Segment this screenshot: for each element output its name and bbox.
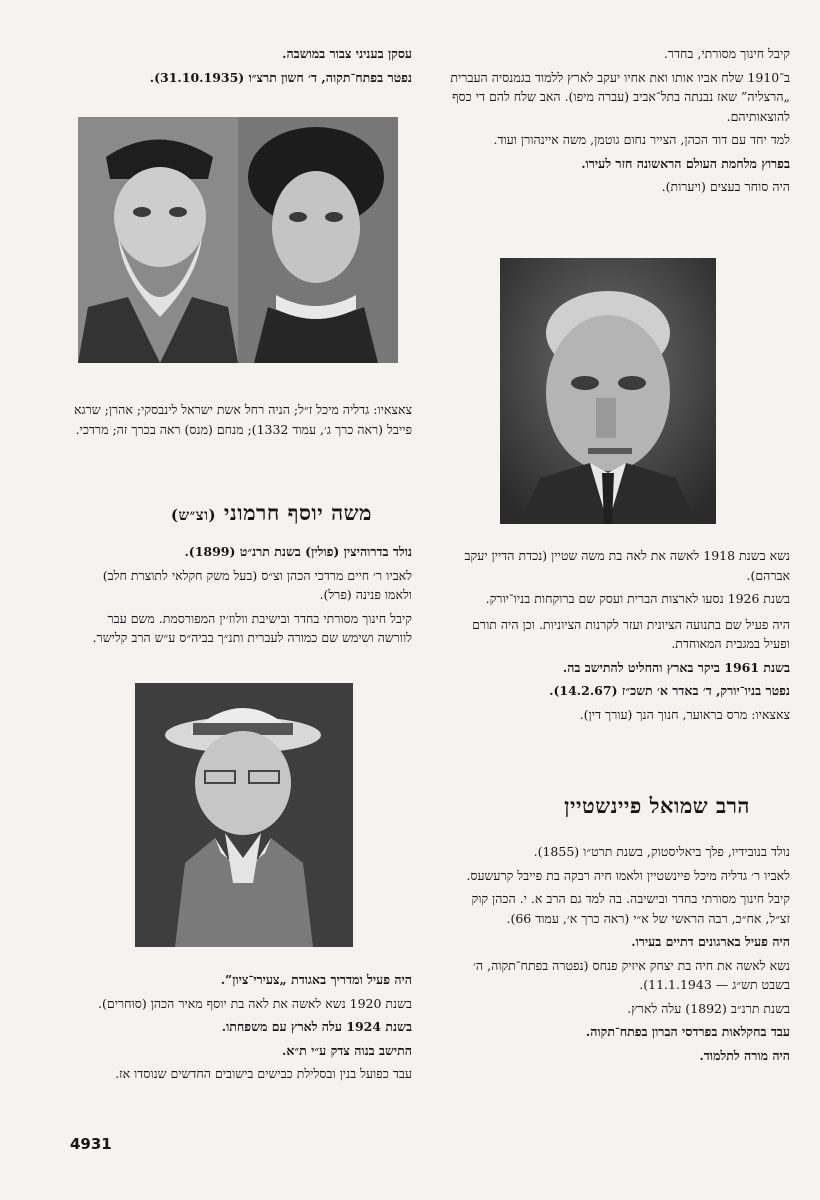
text-line: בשנת 1920 נשא לאשה את לאה בת יוסף מאיר הכהן (סוחרים). [98, 995, 412, 1011]
left-bottom-text [72, 970, 412, 1088]
text-line: היה פעיל בארגונים דתיים בעירו. [631, 934, 790, 949]
text-line: נפטר בפתח־תקוה, ד׳ חשון תרצ״ו (31.10.1935). [149, 69, 412, 85]
left-caption-text [72, 400, 412, 443]
right-mid-text [445, 546, 790, 728]
section-heading-hermoni [72, 500, 372, 526]
portrait-photo-man-hat [135, 683, 353, 947]
text-line: צאצאיו: גדליה מיכל ז״ל; הניה רחל אשת ישראל לינבסקי; אהרן; שרגא פייבל (ראה כרך ג׳, עמוד 1332); מנחם (מנס) ראה בכרך זה; מרדכי. [74, 402, 412, 437]
text-line: נפטר בניו־יורק, ד׳ באדר א׳ תשכ״ז (14.2.67). [549, 683, 790, 698]
text-line: לאביו ר׳ חיים מרדכי הכהן וצ״ס (בעל משק חקלאי לתוצרת חלב) ולאמו פנינה (פרל). [102, 567, 412, 602]
text-line: קיבל חינוך מסורתי בחדר ובישיבה. בה למד גם הרב א. י. הכהן קוק זצ״ל, אח״כ, רבה הראשי של א״י (ראה כרך א׳, עמוד 66). [471, 891, 790, 926]
portrait-photo-man [500, 258, 716, 524]
text-line: היה סוחר בעצים (ויערות). [661, 179, 790, 194]
text-line: נולד בנובידיו, פלך ביאליסטוק, בשנת תרט״ו (1855). [533, 844, 790, 859]
text-line: היה פעיל ומדריך באגודת „צעירי־ציון”. [220, 972, 412, 987]
text-line: נולד בדרוהיצין (פולין) בשנת תרנ״ט (1899). [184, 544, 412, 559]
right-top-text [445, 44, 790, 201]
text-line: למד יחד עם דוד הכהן, הצייר נחום גוטמן, משה איינהורן ועוד. [493, 132, 790, 147]
heading-name: משה יוסף חרמוני [223, 500, 372, 525]
text-line: נשא בשנת 1918 לאשה את לאה בת משה שטיין (נכדת הדיין יעקב אברהם). [464, 548, 790, 583]
section-heading-feinstein: הרב שמואל פיינשטיין [564, 793, 750, 818]
text-line: בשנת 1961 ביקר בארץ והחליט להתישב בה. [562, 659, 790, 675]
text-line: בשנת 1924 עלה לארץ עם משפחתו. [221, 1019, 412, 1034]
text-line: עסקן בעניני צבור במושבה. [282, 46, 412, 61]
text-line: בפרוץ מלחמת העולם הראשונה חזר לעירו. [581, 155, 790, 171]
text-line: צאצאיו: מרס בראוער, חנוך הנך (עורך דין). [579, 706, 790, 722]
left-mid-text [72, 542, 412, 652]
text-line: התישב בנוה צדק ע״י ת״א. [282, 1042, 412, 1058]
text-line: קיבל חינוך מסורתי בחדר ובישיבת וולוז׳ין המפורסמת. משם עבר לוורשה ושימש שם כמורה לעברית ותנ״ך בביה״ס ע״ש הרב קלישר. [92, 610, 412, 645]
portrait-photo-couple [78, 117, 398, 363]
right-bottom-text [445, 842, 790, 1069]
text-line: קיבל חינוך מסורתי, בחדר. [663, 46, 790, 61]
text-line: ב־1910 שלח אביו אותו ואת אחיו יעקב לארץ ללמוד בגמנסיה העברית „הרצליה” שאז נבנתה בתל־אביב (עברה מיפו). האב שלח להם די כסף להוצאותיהם. [450, 69, 790, 124]
text-line: בשנת תרנ״ב (1892) עלה לארץ. [627, 1000, 790, 1016]
text-line: בשנת 1926 נסעו לארצות הברית ועסק שם ברוקחות בניו־יורק. [485, 591, 790, 606]
heading-suffix: (וצ״ש) [170, 506, 217, 524]
text-line: היה מורה לתלמוד. [699, 1047, 790, 1063]
left-top-text [72, 44, 412, 91]
text-line: עבד בחקלאות בפרדסי הברון בפתח־תקוה. [585, 1024, 790, 1039]
page-number: 4931 [70, 1135, 112, 1153]
text-line: לאביו ר׳ גדליה מיכל פיינשטיין ולאמו חיה רבקה בת פייבל קרעשעס. [466, 867, 790, 883]
text-line: נשא לאשה את חיה בת יצחק איזיק פנחס (נפטרה בפתח־תקוה, ה׳ בשבט תש״ג — 11.1.1943). [473, 957, 790, 992]
text-line: היה פעיל שם בתנועה הציונית ועזר לקרנות הציוניות. וכן היה תורם ופעיל במגבית המאוחדת. [472, 616, 790, 651]
text-line: עבד כפועל בנין ובסלילת כבישים בישובים החדשים שנוסדו אז. [115, 1066, 412, 1081]
